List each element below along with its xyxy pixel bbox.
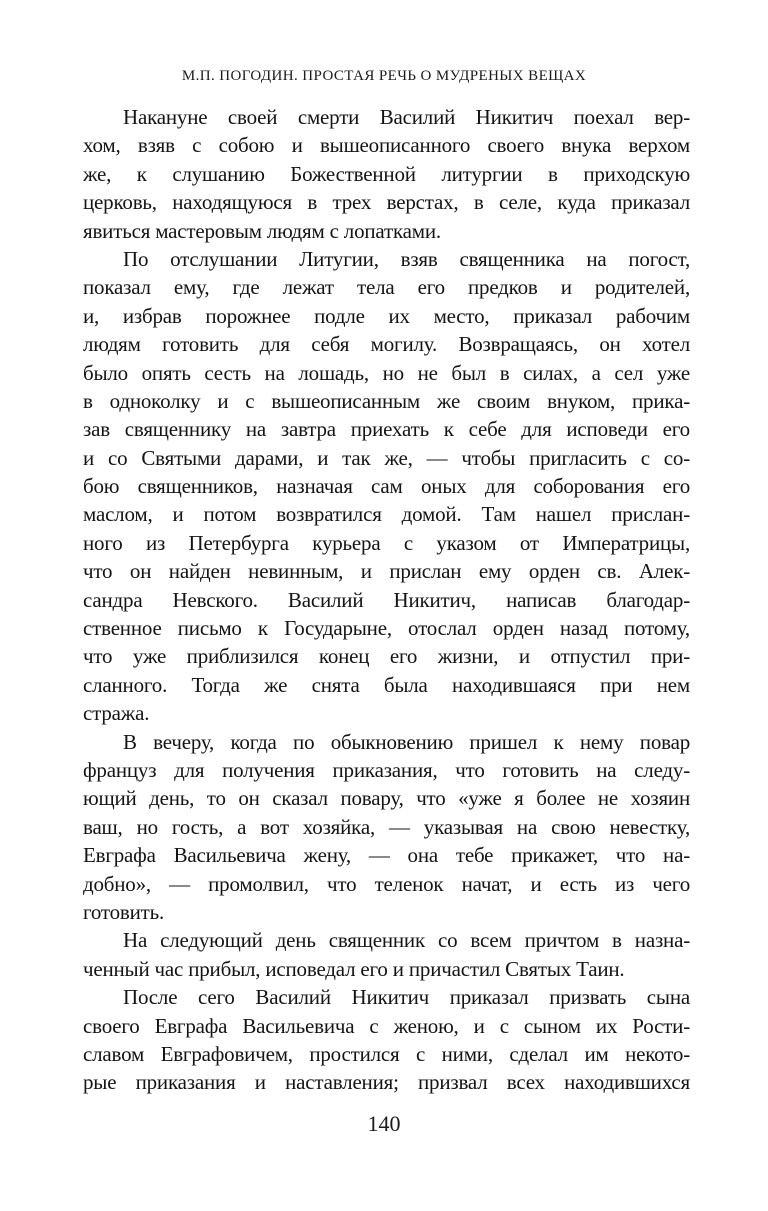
text-line: ваш, но гость, а вот хозяйка, — указывая на свою невестку, [83, 814, 690, 839]
text-line: сланного. Тогда же снята была находившаяся при нем [83, 672, 690, 697]
text-line: После сего Василий Никитич приказал призвать сына [123, 985, 690, 1010]
text-line: церковь, находящуюся в трех верстах, в селе, куда приказал [83, 190, 690, 215]
text-line: готовить. [83, 899, 165, 924]
text-line: В вечеру, когда по обыкновению пришел к нему повар [123, 729, 690, 754]
text-line: бою священников, назначая сам оных для соборования его [83, 474, 690, 499]
running-header: М.П. ПОГОДИН. ПРОСТАЯ РЕЧЬ О МУДРЕНЫХ ВЕЩАХ [181, 68, 587, 84]
text-line: Евграфа Васильевича жену, — она тебе прикажет, что на- [83, 843, 690, 868]
text-line: и со Святыми дарами, и так же, — чтобы пригласить с со- [83, 445, 690, 470]
text-line: зав священнику на завтра приехать к себе для исповеди его [83, 417, 690, 442]
text-line: сандра Невского. Василий Никитич, написав благодар- [83, 587, 690, 612]
text-line: и, избрав порожнее подле их место, приказал рабочим [83, 303, 690, 328]
paragraph [83, 926, 690, 983]
text-line: что уже приблизился конец его жизни, и отпустил при- [83, 644, 690, 669]
text-line: рые приказания и наставления; призвал всех находившихся [83, 1070, 690, 1095]
text-line: ного из Петербурга курьера с указом от Императрицы, [83, 530, 690, 555]
text-line: показал ему, где лежат тела его предков и родителей, [83, 275, 690, 300]
text-line: людям готовить для себя могилу. Возвращаясь, он хотел [83, 332, 690, 357]
text-line: славом Евграфовичем, простился с ними, сделал им некото- [83, 1041, 690, 1066]
text-line: ющий день, то он сказал повару, что «уже я более не хозяин [83, 786, 690, 811]
text-block [83, 103, 690, 1097]
text-line: же, к слушанию Божественной литургии в приходскую [83, 161, 690, 186]
text-line: ченный час прибыл, исповедал его и причастил Святых Таин. [83, 956, 625, 981]
text-line: в одноколку и с вышеописанным же своим внуком, прика- [83, 388, 690, 413]
text-line: Накануне своей смерти Василий Никитич поехал вер- [123, 105, 690, 129]
text-line: добно», — промолвил, что теленок начат, и есть из чего [83, 871, 690, 896]
text-line: своего Евграфа Васильевича с женою, и с сыном их Рости- [83, 1013, 690, 1038]
paragraph [83, 103, 690, 245]
text-line: На следующий день священник со всем причтом в назна- [123, 928, 690, 953]
text-line: ственное письмо к Государыне, отослал орден назад потому, [83, 616, 690, 641]
text-line: стража. [83, 701, 150, 726]
paragraph [83, 245, 690, 728]
paragraph [83, 728, 690, 927]
text-line: хом, взяв с собою и вышеописанного своего внука верхом [83, 133, 690, 158]
text-line: что он найден невинным, и прислан ему орден св. Алек- [83, 559, 690, 584]
text-line: явиться мастеровым людям с лопатками. [83, 218, 441, 243]
text-line: француз для получения приказания, что готовить на следу- [83, 757, 690, 782]
text-line: По отслушании Литугии, взяв священника на погост, [123, 246, 690, 271]
text-line: было опять сесть на лошадь, но не был в силах, а сел уже [83, 360, 690, 385]
page-number: 140 [367, 1110, 401, 1136]
paragraph [83, 983, 690, 1097]
text-line: маслом, и потом возвратился домой. Там нашел прислан- [83, 502, 690, 527]
